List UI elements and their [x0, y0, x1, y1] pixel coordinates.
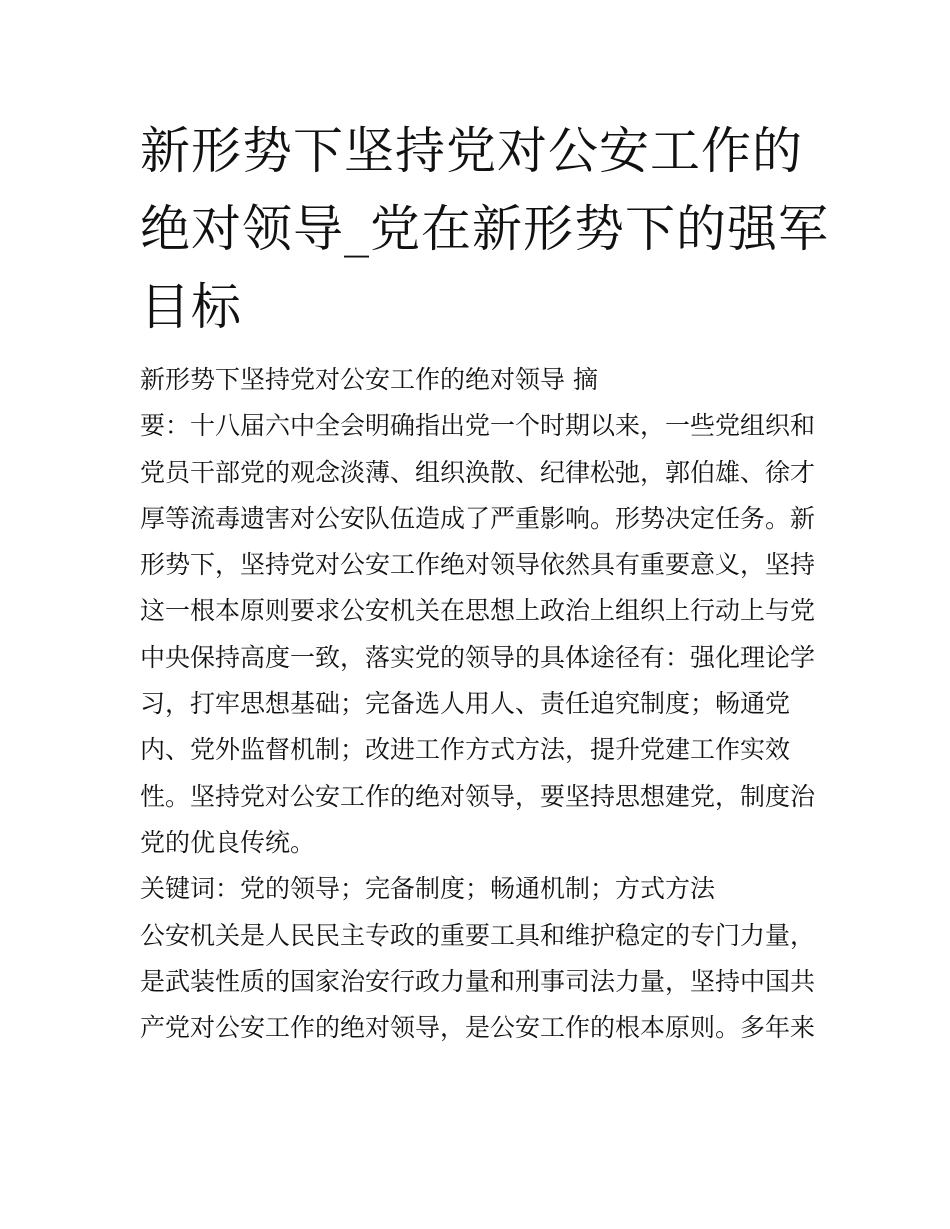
- body-paragraph-line: 产党对公安工作的绝对领导，是公安工作的根本原则。多年来: [140, 1013, 816, 1043]
- abstract-line: 内、党外监督机制；改进工作方式方法，提升党建工作实效: [140, 735, 791, 765]
- abstract-line: 这一根本原则要求公安机关在思想上政治上组织上行动上与党: [140, 596, 816, 626]
- abstract-line: 形势下，坚持党对公安工作绝对领导依然具有重要意义，坚持: [140, 550, 816, 580]
- keywords-line: 关键词：党的领导；完备制度；畅通机制；方式方法: [140, 874, 716, 904]
- title-line: 目标: [140, 278, 242, 336]
- abstract-line: 党的优良传统。: [140, 827, 316, 857]
- title-line: 绝对领导_党在新形势下的强军: [140, 200, 829, 258]
- abstract-line: 厚等流毒遗害对公安队伍造成了严重影响。形势决定任务。新: [140, 503, 816, 533]
- document-body: [140, 357, 820, 1051]
- body-paragraph-line: 公安机关是人民民主专政的重要工具和维护稳定的专门力量，: [140, 920, 816, 950]
- document-title: [140, 112, 829, 346]
- body-paragraph-line: 是武装性质的国家治安行政力量和刑事司法力量，坚持中国共: [140, 966, 816, 996]
- abstract-heading-line: 新形势下坚持党对公安工作的绝对领导 摘: [140, 365, 598, 394]
- abstract-line: 习，打牢思想基础；完备选人用人、责任追究制度；畅通党: [140, 689, 791, 719]
- abstract-line: 性。坚持党对公安工作的绝对领导，要坚持思想建党，制度治: [140, 781, 816, 811]
- title-line: 新形势下坚持党对公安工作的: [140, 122, 803, 180]
- abstract-line: 党员干部党的观念淡薄、组织涣散、纪律松弛，郭伯雄、徐才: [140, 457, 816, 487]
- abstract-line: 中央保持高度一致，落实党的领导的具体途径有：强化理论学: [140, 642, 816, 672]
- abstract-line: 要：十八届六中全会明确指出党一个时期以来，一些党组织和: [140, 411, 816, 441]
